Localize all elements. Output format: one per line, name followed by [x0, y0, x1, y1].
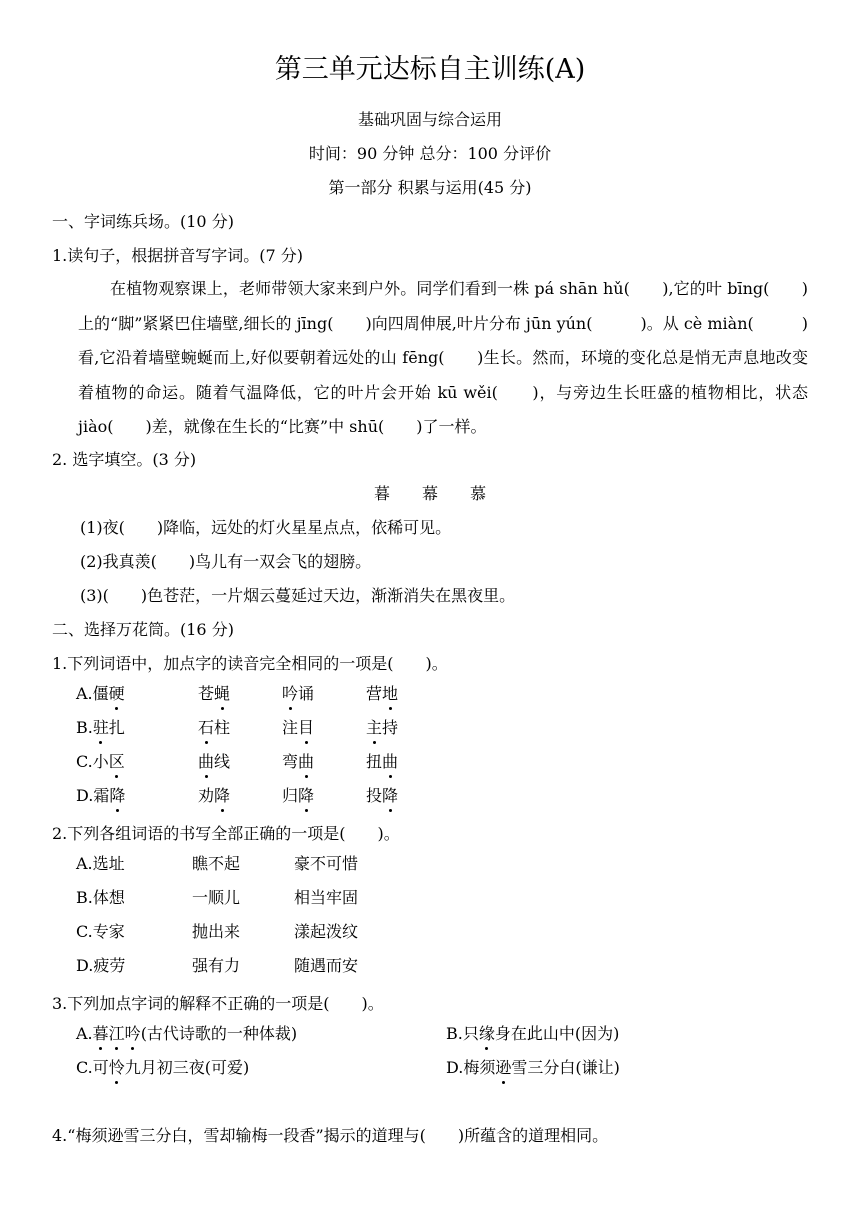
dotted-char: 吟	[125, 1022, 141, 1046]
dotted-char: 江	[109, 1022, 125, 1046]
spelling-option: D.疲劳	[76, 956, 126, 975]
spelling-option: 相当牢固	[294, 888, 359, 907]
option-char: 小	[92, 752, 109, 771]
option-char: 曲	[382, 750, 398, 774]
option-char: 吟	[282, 682, 298, 706]
option-char: 石	[198, 716, 214, 740]
option-char: 蝇	[214, 682, 230, 706]
option-char: 持	[382, 718, 399, 737]
spelling-option: 豪不可惜	[294, 854, 359, 873]
dotted-word-b	[479, 1024, 495, 1043]
option-char: 注	[282, 718, 299, 737]
option-char: 柱	[214, 718, 231, 737]
option-char: 苍	[198, 684, 215, 703]
option-char: 僵	[92, 684, 109, 703]
dotted-word-d	[495, 1058, 511, 1077]
option-word	[198, 682, 230, 706]
option-char: 线	[214, 752, 231, 771]
option-b: B.只缘身在此山中(因为)	[446, 1022, 619, 1046]
option-label: A.	[76, 684, 93, 703]
dotted-word-a	[93, 1024, 141, 1043]
option-word	[282, 716, 314, 740]
option-char: 霜	[93, 786, 110, 805]
option-word	[198, 784, 230, 808]
dotted-char: 缘	[479, 1022, 495, 1046]
option-word	[366, 750, 398, 774]
option-label: B.	[76, 718, 93, 737]
option-d: D.梅须逊雪三分白(谦让)	[446, 1056, 620, 1080]
section-two-heading: 二、选择万花筒。(16 分)	[52, 620, 234, 639]
spelling-option: 瞧不起	[192, 854, 241, 873]
option-word	[198, 750, 230, 774]
option-word	[282, 750, 314, 774]
option-word	[366, 784, 398, 808]
option-char: 目	[298, 716, 314, 740]
spelling-option: A.选址	[76, 854, 125, 873]
option-char: 归	[282, 786, 299, 805]
part-one-heading: 第一部分 积累与运用(45 分)	[328, 178, 532, 197]
dotted-char: 怜	[109, 1056, 125, 1080]
option-char: 扎	[108, 718, 125, 737]
option-word	[76, 750, 125, 774]
spelling-option: 漾起泼纹	[294, 922, 359, 941]
option-word	[282, 784, 314, 808]
spelling-option: 一顺儿	[192, 888, 241, 907]
question-2-3-title: 3.下列加点字词的解释不正确的一项是( )。	[52, 994, 384, 1013]
page-title: 第三单元达标自主训练(A)	[274, 54, 586, 85]
option-char: 驻	[93, 716, 109, 740]
fill-item-2: (2)我真羡( )鸟儿有一双会飞的翅膀。	[80, 552, 372, 571]
dotted-char: 暮	[93, 1022, 109, 1046]
option-char: 降	[109, 784, 125, 808]
option-char: 劝	[198, 786, 215, 805]
question-1-1-title: 1.读句子，根据拼音写字词。(7 分)	[52, 246, 304, 265]
option-char: 弯	[282, 752, 299, 771]
option-a: A.暮江吟(古代诗歌的一种体裁)	[76, 1022, 297, 1046]
spelling-option: B.体想	[76, 888, 125, 907]
fill-item-1: (1)夜( )降临，远处的灯火星星点点，依稀可见。	[80, 518, 452, 537]
question-1-2-title: 2. 选字填空。(3 分)	[52, 450, 197, 469]
pinyin-passage: 在植物观察课上，老师带领大家来到户外。同学们看到一株 pá shān hǔ( ),它的叶 bīng( )上的“脚”紧紧巴住墙壁,细长的 jīng( )向四周伸展,叶片分布 jūn yún( )。从 cè miàn( )看,它沿着墙壁蜿蜒而上,好似要朝着远处的山 fēng( )生长。然而，环境的变化总是悄无声息地改变着植物的命运。随着气温降低，它的叶片会开始 kū wěi( )，与旁边生长旺盛的植物相比，状态 jiào( )差，就像在生长的“比赛”中 shū( )了一样。	[78, 279, 808, 436]
option-char: 扭	[366, 752, 383, 771]
spelling-option: 抛出来	[192, 922, 241, 941]
option-char: 投	[366, 786, 383, 805]
question-2-1-title: 1.下列词语中，加点字的读音完全相同的一项是( )。	[52, 654, 448, 673]
option-char: 营	[366, 684, 383, 703]
option-char: 曲	[198, 750, 214, 774]
option-char: 降	[214, 784, 230, 808]
option-word	[76, 784, 125, 808]
spelling-option: 随遇而安	[294, 956, 359, 975]
option-word	[366, 682, 398, 706]
option-char: 区	[109, 750, 125, 774]
option-char: 硬	[109, 682, 125, 706]
option-word	[76, 682, 125, 706]
page-subtitle: 基础巩固与综合运用	[357, 110, 502, 129]
option-word	[282, 682, 314, 706]
exam-meta: 时间：90 分钟 总分：100 分评价	[308, 144, 552, 163]
question-2-4-title: 4.“梅须逊雪三分白，雪却输梅一段香”揭示的道理与( )所蕴含的道理相同。	[52, 1126, 609, 1145]
option-char: 降	[298, 784, 314, 808]
option-word	[366, 716, 398, 740]
spelling-option: 强有力	[192, 956, 241, 975]
section-one-heading: 一、字词练兵场。(10 分)	[52, 212, 234, 231]
option-char: 主	[366, 716, 382, 740]
spelling-option: C.专家	[76, 922, 125, 941]
option-char: 地	[382, 682, 398, 706]
dotted-word-c	[109, 1058, 125, 1077]
char-choices: 暮 幕 慕	[373, 484, 486, 503]
option-char: 诵	[298, 684, 315, 703]
fill-item-3: (3)( )色苍茫，一片烟云蔓延过天边，渐渐消失在黑夜里。	[80, 586, 516, 605]
option-char: 曲	[298, 750, 314, 774]
option-char: 降	[382, 784, 398, 808]
option-label: C.	[76, 752, 93, 771]
option-c: C.可怜九月初三夜(可爱)	[76, 1056, 249, 1080]
option-label: D.	[76, 786, 94, 805]
question-2-2-title: 2.下列各组词语的书写全部正确的一项是( )。	[52, 824, 400, 843]
option-word	[198, 716, 230, 740]
option-word	[76, 716, 125, 740]
dotted-char: 逊	[495, 1056, 511, 1080]
